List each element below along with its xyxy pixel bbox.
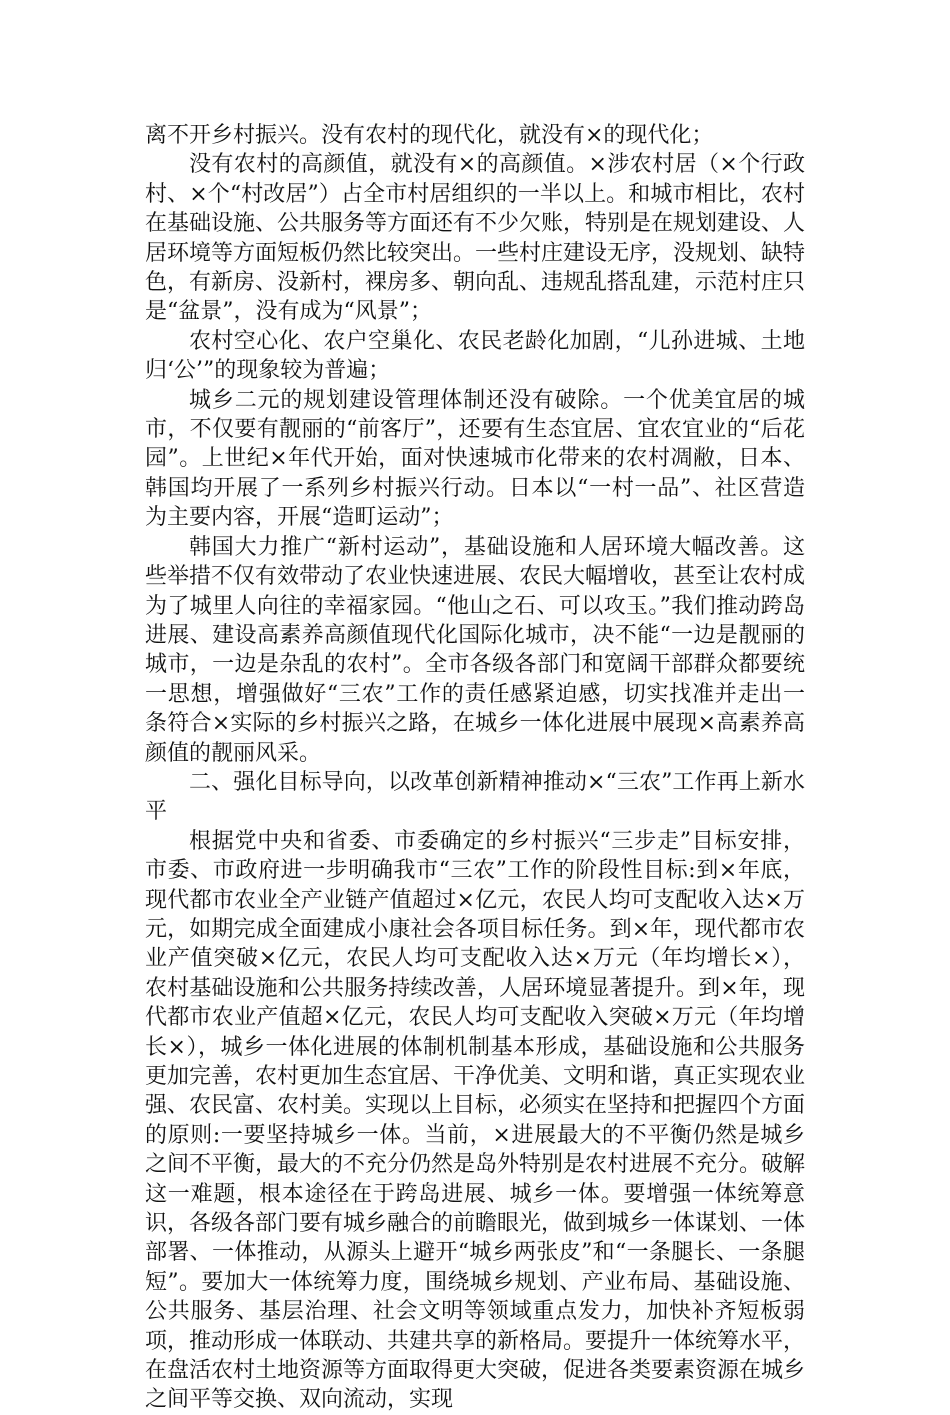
paragraph-rural-appearance: 没有农村的高颜值，就没有×的高颜值。×涉农村居（×个行政村、×个“村改居”）占全市村居组织的一半以上。和城市相比，农村在基础设施、公共服务等方面还有不少欠账，特别是在规划建设、人居环境等方面短板仍然比较突出。一些村庄建设无序，没规划、缺特色，有新房、没新村，裸房多、朝向乱、违规乱搭乱建，示范村庄只是“盆景”，没有成为“风景”； bbox=[145, 152, 806, 325]
paragraph-rural-hollowing: 农村空心化、农户空巢化、农民老龄化加剧，“儿孙进城、土地归‘公’”的现象较为普遍； bbox=[145, 328, 805, 384]
paragraph-continuation: 离不开乡村振兴。没有农村的现代化，就没有×的现代化； bbox=[145, 123, 714, 148]
paragraph-korea-new-village: 韩国大力推广“新村运动”，基础设施和人居环境大幅改善。这些举措不仅有效带动了农业快速进展、农民大幅增收，甚至让农村成为了城里人向往的幸福家园。“他山之石、可以攻玉。”我们推动跨岛进展、建设高素养高颜值现代化国际化城市，决不能“一边是靓丽的城市，一边是杂乱的农村”。全市各级各部门和宽阔干部群众都要统一思想，增强做好“三农”工作的责任感紧迫感，切实找准并走出一条符合×实际的乡村振兴之路，在城乡一体化进展中展现×高素养高颜值的靓丽风采。 bbox=[145, 534, 806, 766]
section-heading-two: 二、强化目标导向，以改革创新精神推动×“三农”工作再上新水平 bbox=[145, 769, 805, 825]
document-body bbox=[145, 121, 805, 1415]
paragraph-goals-and-principles: 根据党中央和省委、市委确定的乡村振兴“三步走”目标安排，市委、市政府进一步明确我市“三农”工作的阶段性目标:到×年底，现代都市农业全产业链产值超过×亿元，农民人均可支配收入达×万元，如期完成全面建成小康社会各项目标任务。到×年，现代都市农业产值突破×亿元，农民人均可支配收入达×万元（年均增长×），农村基础设施和公共服务持续改善，人居环境显著提升。到×年，现代都市农业产值超×亿元，农民人均可支配收入突破×万元（年均增长×），城乡一体化进展的体制机制基本形成，基础设施和公共服务更加完善，农村更加生态宜居、干净优美、文明和谐，真正实现农业强、农民富、农村美。实现以上目标，必须实在坚持和把握四个方面的原则:一要坚持城乡一体。当前，×进展最大的不平衡仍然是城乡之间不平衡，最大的不充分仍然是岛外特别是农村进展不充分。破解这一难题，根本途径在于跨岛进展、城乡一体。要增强一体统筹意识，各级各部门要有城乡融合的前瞻眼光，做到城乡一体谋划、一体部署、一体推动，从源头上避开“城乡两张皮”和“一条腿长、一条腿短”。要加大一体统筹力度，围绕城乡规划、产业布局、基础设施、公共服务、基层治理、社会文明等领域重点发力，加快补齐短板弱项，推动形成一体联动、共建共享的新格局。要提升一体统筹水平，在盘活农村土地资源等方面取得更大突破，促进各类要素资源在城乡之间平等交换、双向流动，实现 bbox=[145, 828, 806, 1413]
paragraph-urban-rural-dual-system: 城乡二元的规划建设管理体制还没有破除。一个优美宜居的城市，不仅要有靓丽的“前客厅”，还要有生态宜居、宜农宜业的“后花园”。上世纪×年代开始，面对快速城市化带来的农村凋敝，日本、韩国均开展了一系列乡村振兴行动。日本以“一村一品”、社区营造为主要内容，开展“造町运动”； bbox=[145, 387, 805, 531]
